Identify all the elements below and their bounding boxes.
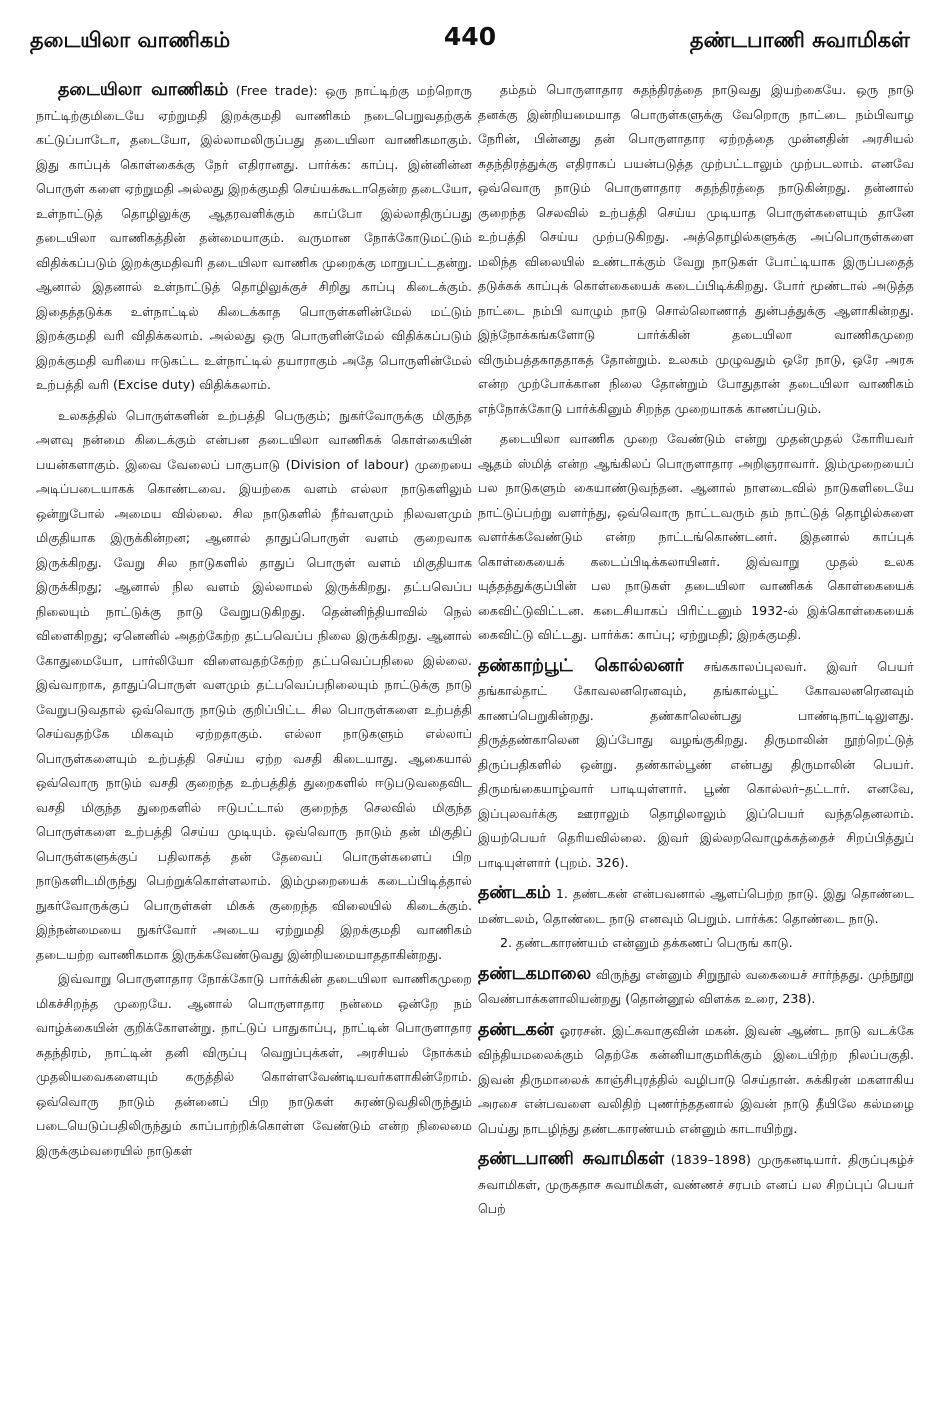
entry-poet bbox=[478, 654, 914, 876]
entry-headword: தண்டகம் bbox=[478, 883, 551, 903]
entry-dandakam bbox=[478, 881, 914, 931]
right-column bbox=[478, 78, 914, 1418]
body-paragraph: உலகத்தில் பொருள்களின் உற்பத்தி பெருகும்; நுகர்வோருக்கு மிகுந்த அளவு நன்மை கிடைக்கும் என்பன தடையிலா வாணிகக் கொள்கையின் பயன்களாகும். இவை வேலைப் பாகுபாடு (Division of labour) முறையை அடிப்படையாகக் கொண்டவை. இயற்கை வளம் எல்லா நாடுகளிலும் ஒன்றுபோல் அமைய வில்லை. சில நாடுகளில் நீர்வளமும் நிலவளமும் மிகுதியாக இருக்கின்றன; ஆனால் தாதுப்பொருள் வளம் குறைவாக இருக்கிறது. வேறு சில நாடுகளில் தாதுப் பொருள் வளம் மிகுதியாக இருக்கிறது; ஆனால் நில வளம் இல்லாமல் இருக்கிறது. தட்பவெப்ப நிலையும் நாட்டுக்கு நாடு வேறுபடுகிறது. தென்னிந்தியாவில் நெல் விளைகிறது; ஏனெனில் அதற்கேற்ற தட்பவெப்ப நிலை இருக்கிறது. ஆனால் கோதுமையோ, பார்லியோ விளைவதற்கேற்ற தட்பவெப்பநிலை இல்லை. இவ்வாறாக, தாதுப்பொருள் வளமும் தட்பவெப்பநிலையும் நாட்டுக்கு நாடு வேறுபடுவதால் ஒவ்வொரு நாடும் குறிப்பிட்ட சில பொருள்களை உற்பத்தி செய்வதற்கே மிகவும் ஏற்றதாகும். எல்லா நாடுகளும் எல்லாப் பொருள்களையும் உற்பத்தி செய்ய ஏற்ற வசதி கிடையாது. ஆகையால் ஒவ்வொரு நாடும் வசதி குறைந்த உற்பத்தித் துறைகளில் ஈடுபடுவதைவிட வசதி மிகுந்த துறைகளில் ஈடுபட்டால் குறைந்த செலவில் மிகுந்த பொருள்களை உற்பத்தி செய்ய முடியும். ஒவ்வொரு நாடும் தன் மிகுதிப் பொருள்களுக்குப் பதிலாகத் தன் தேவைப் பொருள்களைப் பிற நாடுகளிடமிருந்து பெற்றுக்கொள்ளலாம். இம்முறையைக் கடைப்பிடித்தால் நுகர்வோருக்குப் பொருள்கள் மிகக் குறைந்த விலையில் கிடைக்கும். இந்நன்மையை நுகர்வோர் அடைய ஏற்றுமதி இறக்குமதி வாணிகம் தடையற்ற வாணிகமாக இருக்கவேண்டுவது இன்றியமையாததாகின்றது. bbox=[36, 407, 472, 962]
entry-dandakamalai bbox=[478, 962, 914, 1012]
body-paragraph: தடையிலா வாணிக முறை வேண்டும் என்று முதன்முதல் கோரியவர் ஆதம் ஸ்மித் என்ற ஆங்கிலப் பொருளாதார அறிஞராவார். இம்முறையைப் பல நாடுகளும் கையாண்டுவந்தன. ஆனால் நாளடைவில் நாடுகளிடையே நாட்டுப்பற்று வளர்ந்து, ஒவ்வொரு நாட்டவரும் தம் நாட்டுத் தொழில்களை வளர்க்கவேண்டும் என்ற நாட்டங்கொண்டனர். இதனால் காப்புக் கொள்கையைக் கடைப்பிடிக்கலாயினர். இவ்வாறு முதல் உலக யுத்தத்துக்குப்பின் பல நாடுகள் தடையிலா வாணிகக் கொள்கையைக் கைவிட்டுவிட்டன. கடைசியாகப் பிரிட்டனும் 1932-ல் இக்கொள்கையைக் கைவிட்டு விட்டது. பார்க்க: காப்பு; ஏற்றுமதி; இறக்குமதி. bbox=[478, 431, 914, 642]
entry-headword: தண்டகமாலை bbox=[478, 963, 592, 984]
entry-headword: தண்காற்பூட் கொல்லனர் bbox=[478, 655, 684, 676]
body-paragraph: இவ்வாறு பொருளாதார நோக்கோடு பார்க்கின் தடையிலா வாணிகமுறை மிகச்சிறந்த முறையே. ஆனால் பொருளாதார நன்மை ஒன்றே நம் வாழ்க்கையின் குறிக்கோளன்று. நாட்டுப் பாதுகாப்பு, நாட்டின் பொருளாதார சுதந்திரம், நாட்டின் தனி விருப்பு வெறுப்புக்கள், அரசியல் நோக்கம் முதலியவைகளையும் கருத்தில் கொள்ளவேண்டியவர்களாகின்றோம். ஒவ்வொரு நாடும் தன்னைப் பிற நாடுகள் சுரண்டுவதிலிருந்தும் படையெடுப்பதிலிருந்தும் காப்பாற்றிக்கொள்ள வேண்டும் என்ற நிலைமை இருக்கும்வரையில் நாடுகள் bbox=[36, 971, 472, 1158]
entry-sense: 2. தண்டகாரண்யம் என்னும் தக்கணப் பெருங் காடு. bbox=[500, 935, 793, 950]
running-head-left: தடையிலா வாணிகம் bbox=[30, 28, 231, 52]
entry-headword: தடையிலா வாணிகம் bbox=[58, 80, 229, 100]
body-paragraph: தம்தம் பொருளாதார சுதந்திரத்தை நாடுவது இயற்கையே. ஒரு நாடு தனக்கு இன்றியமையாத பொருள்களுக்கு வேறொரு நாட்டை நம்பிவாழ நேரின், பின்னது தன் பொருளாதார ஏற்றத்தை முன்னதின் அரசியல் சுதந்திரத்துக்கு எதிராகப் பயன்படுத்த முற்பட்டாலும் முற்படலாம். எனவே ஒவ்வொரு நாடும் பொருளாதார சுதந்திரத்தை நாடுகின்றது. தன்னால் குறைந்த செலவில் உற்பத்தி செய்ய முடியாத பொருள்களையும் தானே உற்பத்தி செய்ய முற்படுகிறது. அத்தொழில்களுக்கு அப்பொருள்களை மலிந்த விலையில் உண்டாக்கும் வேறு நாடுகள் போட்டியாக இருப்பதைத் தடுக்கக் காப்புக் கொள்கையைக் கடைப்பிடிக்கிறது. போர் மூண்டால் அடுத்த நாட்டை நம்பி வாழும் நாடு சொல்லொணாத் துன்பத்துக்கு ஆளாகின்றது. இந்நோக்கங்களோடு பார்க்கின் தடையிலா வாணிகமுறை விரும்பத்தகாததாகத் தோன்றும். உலகம் முழுவதும் ஒரே நாடு, ஒரே அரசு என்ற முற்போக்கான நிலை தோன்றும் போதுதான் தடையிலா வாணிகம் எந்நோக்கோடு பார்க்கினும் சிறந்த முறையாகக் காணப்படும். bbox=[478, 82, 914, 416]
entry-free-trade bbox=[36, 78, 472, 398]
entry-body: (Free trade): ஒரு நாட்டிற்கு மற்றொரு நாட்டிற்குமிடையே ஏற்றுமதி இறக்குமதி வாணிகம் நடைபெறுவதற்குக் கட்டுப்பாடோ, தடையோ, இல்லாமலிருப்பது தடையிலா வாணிகமாகும். இது காப்புக் கொள்கைக்கு நேர் எதிரானது. பார்க்க: காப்பு. இன்னின்ன பொருள் களை ஏற்றுமதி அல்லது இறக்குமதி செய்யக்கூடாதென்ற தடையோ, உள்நாட்டுத் தொழிலுக்கு ஆதரவளிக்கும் காப்போ இல்லாதிருப்பது தடையிலா வாணிகத்தின் தன்மையாகும். வருமான நோக்கோடுமட்டும் விதிக்கப்படும் இறக்குமதிவரி தடையிலா வாணிக முறைக்கு மாறுபட்டதன்று. ஆனால் இதனால் உள்நாட்டுத் தொழிலுக்குச் சிறிது காப்பு கிடைக்கும். இதைத்தடுக்க உள்நாட்டில் கிடைக்காத பொருள்களின்மேல் மட்டும் இறக்குமதி வரி விதிக்கலாம். அல்லது ஒரு பொருளின்மேல் விதிக்கப்படும் இறக்குமதி வரியை ஈடுகட்ட உள்நாட்டில் தயாராகும் அதே பொருளின்மேல் உற்பத்தி வரி (Excise duty) விதிக்கலாம். bbox=[36, 83, 472, 392]
entry-body: விருந்து என்னும் சிறுநூல் வகையைச் சார்ந்தது. முந்நூறு வெண்பாக்களாலியன்றது (தொன்னூல் விளக்க உரை, 238). bbox=[478, 966, 914, 1006]
page-header bbox=[30, 20, 910, 60]
entry-body: சங்ககாலப்புலவர். இவர் பெயர் தங்கால்தாட் கோவலனரெனவும், தங்கால்பூட் கோவலனரெனவும் காணப்பெறுகின்றது. தண்காலென்பது பாண்டிநாட்டிலுளது. திருத்தண்காலென இப்போது வழங்குகிறது. திருமாலின் நூற்றெட்டுத் திருப்பதிகளில் ஒன்று. தண்கால்பூண் என்பது திருமாலின் பெயர். திருமங்கையாழ்வார் பாடியுள்ளார். பூண் கொல்லர்–தட்டார். எனவே, இப்புலவர்க்கு ஊராலும் தொழிலாலும் இப்பெயர் வந்ததெனலாம். இயற்பெயர் தெரியவில்லை. இவர் இல்லறவொழுக்கத்தைச் சிறப்பித்துப் பாடியுள்ளார் (புறம். 326). bbox=[478, 658, 914, 870]
entry-dandapani bbox=[478, 1147, 914, 1222]
entry-body: (1839–1898) முருகனடியார். திருப்புகழ்ச் சுவாமிகள், முருகதாச சுவாமிகள், வண்ணச் சரபம் எனப் பல சிறப்புப் பெயர் பெற் bbox=[478, 1152, 914, 1216]
page-number: 440 bbox=[443, 22, 497, 51]
left-column bbox=[36, 78, 472, 1418]
entry-dandakan bbox=[478, 1018, 914, 1142]
entry-headword: தண்டபாணி சுவாமிகள் bbox=[478, 1149, 665, 1169]
entry-body: 1. தண்டகன் என்பவனால் ஆளப்பெற்ற நாடு. இது தொண்டை மண்டலம், தொண்டை நாடு எனவும் பெறும். பார்க்க: தொண்டை நாடு. bbox=[478, 886, 914, 926]
entry-headword: தண்டகன் bbox=[478, 1019, 554, 1040]
running-head-right: தண்டபாணி சுவாமிகள் bbox=[689, 28, 910, 52]
entry-body: ஓரரசன். இட்சுவாகுவின் மகன். இவன் ஆண்ட நாடு வடக்கே விந்தியமலைக்கும் தெற்கே கன்னியாகுமரிக்கும் இடையிற்ற நிலப்பகுதி. இவன் திருமாலைக் காஞ்சிபுரத்தில் வழிபாடு செய்தான். சுக்கிரன் மகளாகிய அரசை என்பவளை வலிதிற் புணர்ந்ததனால் இவன் நாடு தீயிலே கல்மழை பெய்து நாடழிந்து தண்டகாரண்யம் என்னும் காடாயிற்று. bbox=[478, 1022, 914, 1136]
